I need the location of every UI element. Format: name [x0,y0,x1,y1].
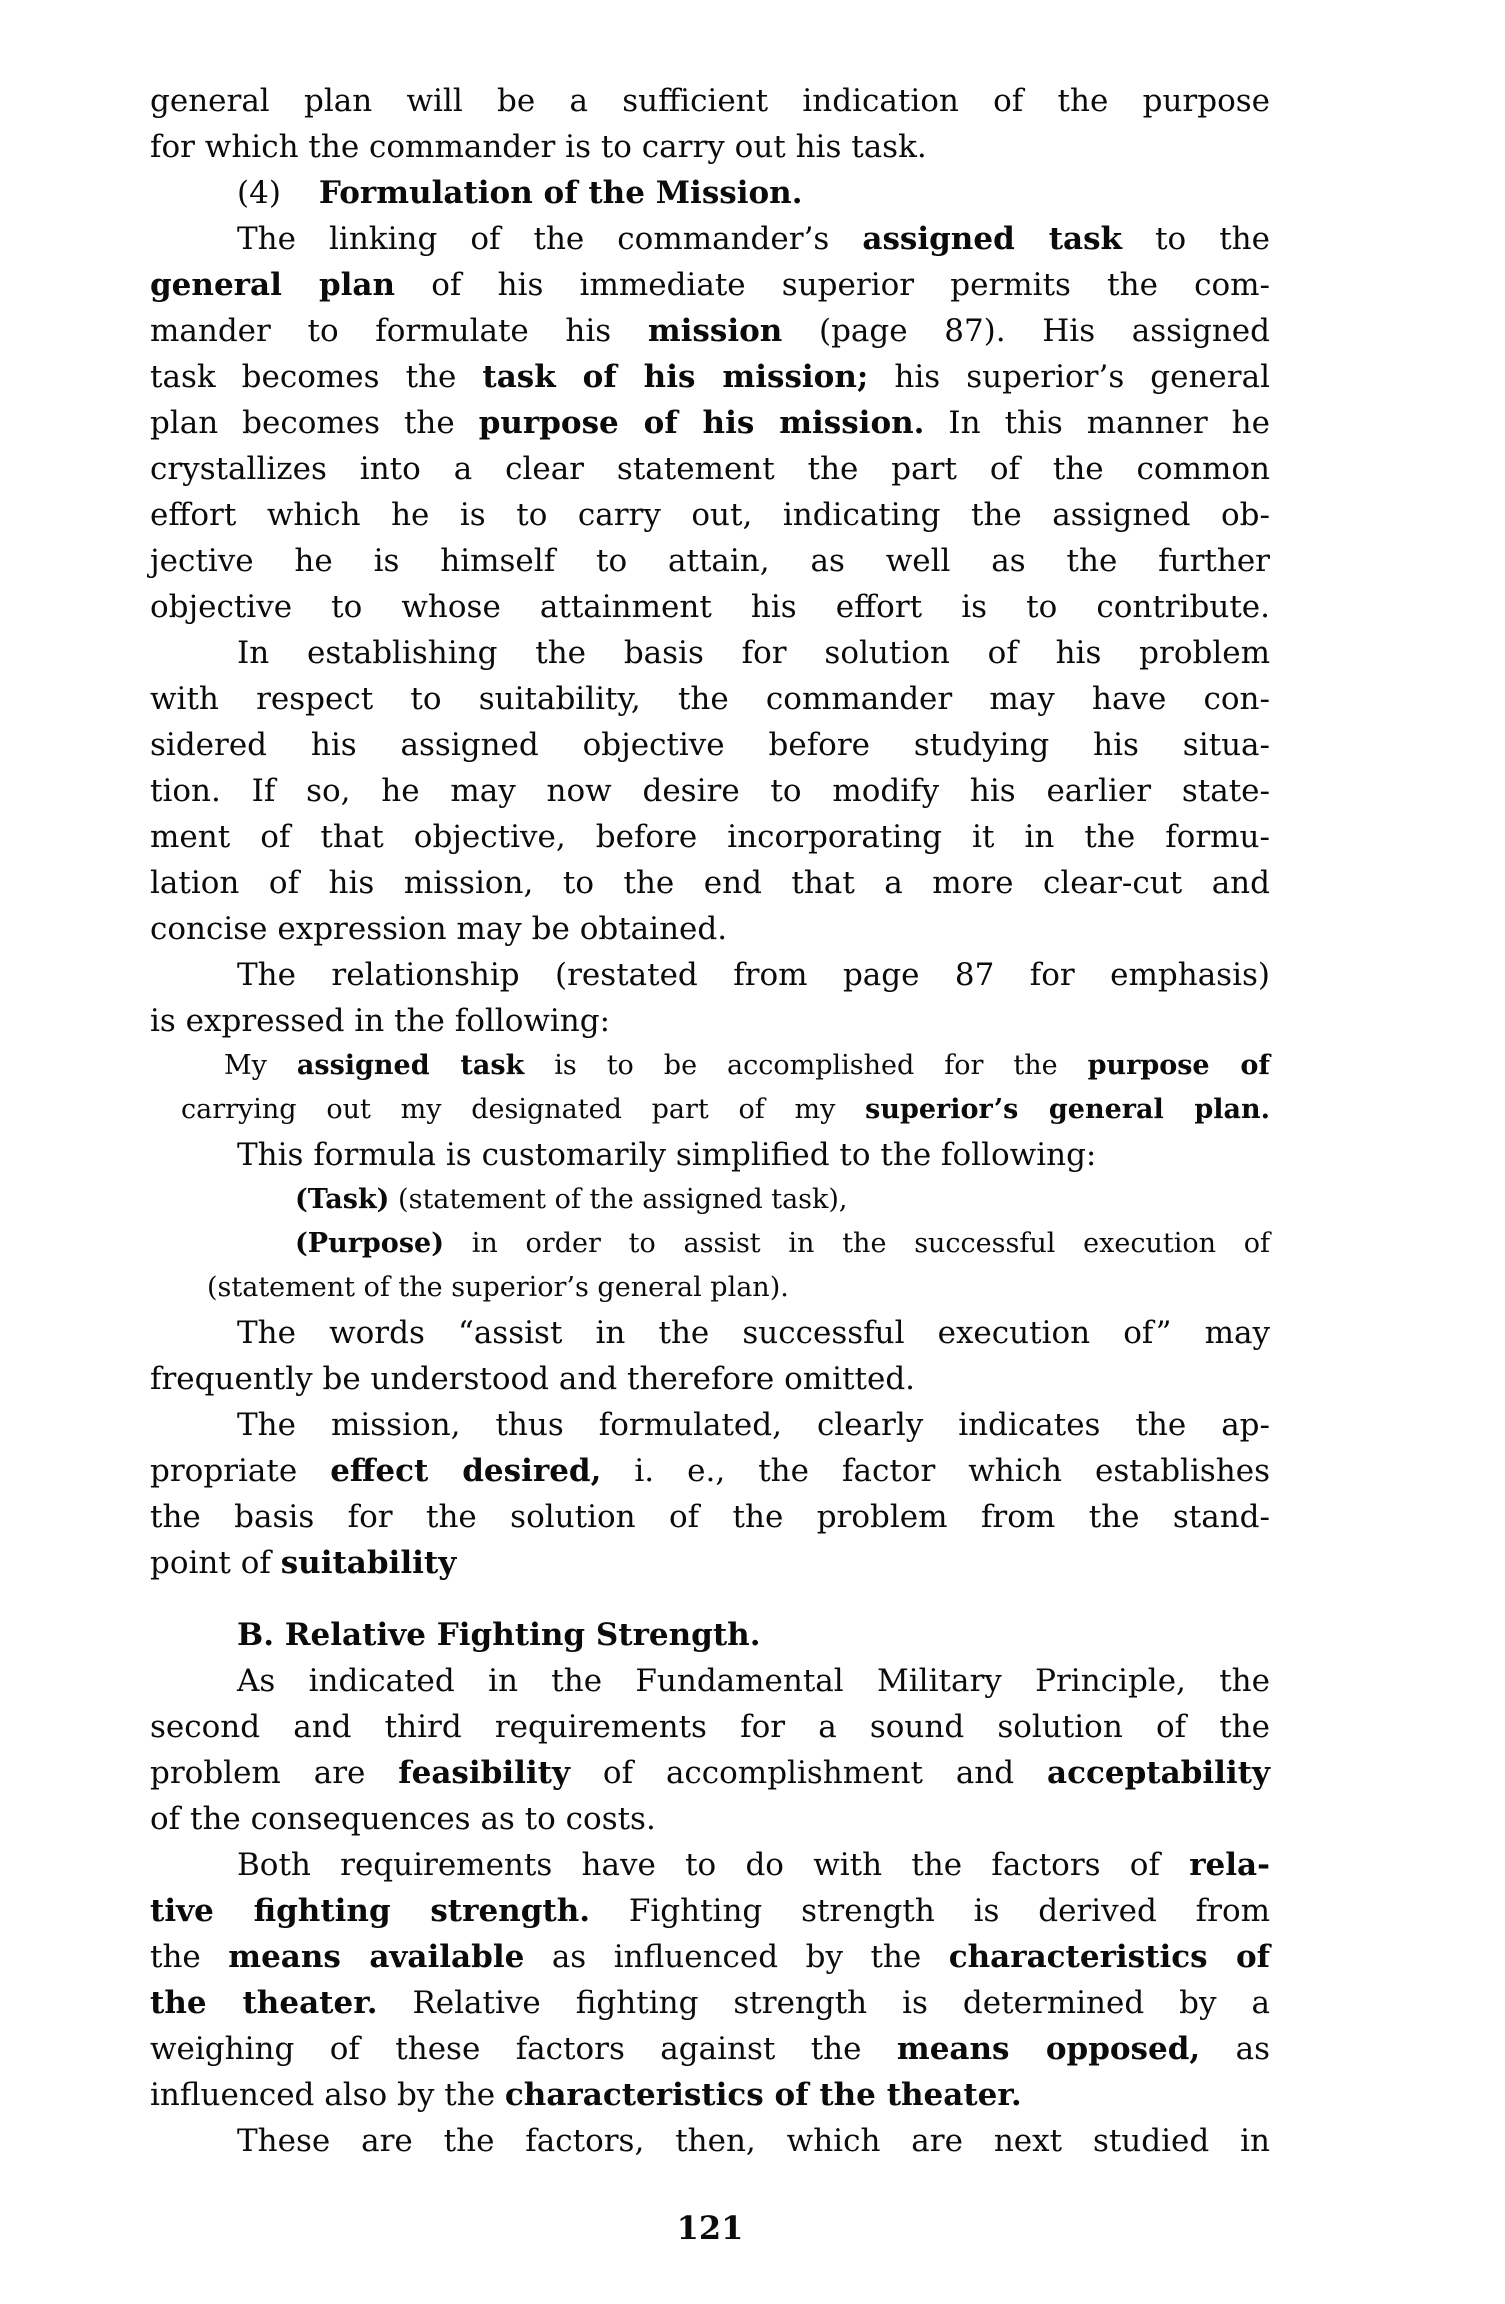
text-line [150,1266,1270,1310]
bold-text: B. Relative Fighting Strength. [237,1617,761,1653]
text-line [150,2072,1270,2118]
text: The mission, thus formulated, clearly indicates the ap- [237,1407,1270,1443]
text: Both requirements have to do with the factors of [237,1847,1190,1883]
bold-text: rela- [1189,1847,1270,1883]
text: The words “assist in the successful execution of” may [237,1315,1270,1351]
text-line [150,1088,1270,1132]
text: is expressed in the following: [150,1003,611,1039]
text-line [150,446,1270,492]
text: carrying out my designated part of my [181,1094,866,1125]
text-line [150,538,1270,584]
text: second and third requirements for a sound solution of the [150,1709,1270,1745]
text: The relationship (restated from page 87 for emphasis) [237,957,1270,993]
text: mander to formulate his [150,313,648,349]
text: sidered his assigned objective before studying his situa- [150,727,1270,763]
text-line [150,814,1270,860]
text-line [150,1222,1270,1266]
bold-text: suitability [280,1545,457,1581]
text: The linking of the commander’s [237,221,863,257]
bold-text: the theater. [150,1985,378,2021]
bold-text: general plan [150,267,396,303]
bold-text: purpose of his mission. [478,405,925,441]
bold-text: purpose of [1087,1050,1270,1081]
text: for which the commander is to carry out his task. [150,129,927,165]
text: is to be accomplished for the [524,1050,1088,1081]
text-line [150,2026,1270,2072]
bold-text: feasibility [398,1755,570,1791]
text-line [150,998,1270,1044]
bold-text: superior’s general plan. [865,1094,1270,1125]
text-line [150,1750,1270,1796]
text-line [150,1448,1270,1494]
text: as influenced by the [524,1939,949,1975]
bold-text: task of his mission; [482,359,869,395]
text-line [150,906,1270,952]
text-line [150,1658,1270,1704]
text-line [150,768,1270,814]
text: of accomplishment and [570,1755,1048,1791]
bold-text: acceptability [1047,1755,1270,1791]
text: as [1200,2031,1270,2067]
text: tion. If so, he may now desire to modify his earlier state- [150,773,1270,809]
text: point of [150,1545,281,1581]
text: the [150,1939,229,1975]
text-line [150,676,1270,722]
text-line [150,216,1270,262]
text: plan becomes the [150,405,479,441]
text: In this manner he [924,405,1270,441]
page-number: 121 [676,2209,744,2247]
text: ment of that objective, before incorporating it in the formu- [150,819,1270,855]
text: Fighting strength is derived from [590,1893,1271,1929]
text-line [150,262,1270,308]
text: (statement of the superior’s general plan). [207,1272,789,1303]
bold-text: (Task) [295,1184,390,1215]
text-line [150,1044,1270,1088]
text: lation of his mission, to the end that a more clear-cut and [150,865,1270,901]
bold-text: mission [647,313,783,349]
text-line [150,308,1270,354]
text: (page 87). His assigned [782,313,1270,349]
text: the basis for the solution of the problem from the stand- [150,1499,1270,1535]
bold-text: assigned task [296,1050,525,1081]
text-line [150,1402,1270,1448]
bold-text: effect desired, [330,1453,602,1489]
text: weighing of these factors against the [150,2031,897,2067]
text-line [150,1132,1270,1178]
bold-text: characteristics of the theater. [504,2077,1022,2113]
bold-text: means available [228,1939,525,1975]
text-column [150,78,1270,2248]
text-line [150,1888,1270,1934]
text: effort which he is to carry out, indicating the assigned ob- [150,497,1270,533]
text-line [150,584,1270,630]
bold-text: assigned task [862,221,1123,257]
bold-text: means opposed, [896,2031,1201,2067]
text-line [150,124,1270,170]
text: (4) [237,175,281,211]
text-line [150,1842,1270,1888]
text: with respect to suitability, the commander may have con- [150,681,1270,717]
text-line [150,1178,1270,1222]
text-line [150,2118,1270,2164]
text: objective to whose attainment his effort is to contribute. [150,589,1270,625]
text: My [224,1050,297,1081]
text: jective he is himself to attain, as well as the further [150,543,1270,579]
text: propriate [150,1453,331,1489]
text: As indicated in the Fundamental Military Principle, the [237,1663,1270,1699]
text: These are the factors, then, which are next studied in [237,2123,1270,2159]
text: task becomes the [150,359,483,395]
text: This formula is customarily simplified to the following: [237,1137,1097,1173]
text-line [150,1934,1270,1980]
text-line [150,722,1270,768]
text-line [150,860,1270,906]
bold-text: Formulation of the Mission. [318,175,803,211]
text-line [150,354,1270,400]
text: to the [1122,221,1270,257]
text: problem are [150,1755,399,1791]
text-line [150,170,1270,216]
bold-text: (Purpose) [295,1228,444,1259]
text: In establishing the basis for solution of his problem [237,635,1270,671]
text: (statement of the assigned task), [389,1184,848,1215]
section-heading [150,1612,1270,1658]
text: of the consequences as to costs. [150,1801,656,1837]
text-line [150,1356,1270,1402]
text-line [150,1310,1270,1356]
text-lines [150,78,1270,2164]
text: in order to assist in the successful execution of [443,1228,1270,1259]
text-line [150,1494,1270,1540]
bold-text: tive fighting strength. [150,1893,591,1929]
text: i. e., the factor which establishes [601,1453,1271,1489]
text: Relative fighting strength is determined by a [377,1985,1270,2021]
text: general plan will be a sufficient indication of the purpose [150,83,1270,119]
text: crystallizes into a clear statement the part of the common [150,451,1270,487]
text-line [150,78,1270,124]
text: concise expression may be obtained. [150,911,728,947]
text-line [150,1796,1270,1842]
bold-text: characteristics of [948,1939,1271,1975]
text-line [150,952,1270,998]
text-line [150,630,1270,676]
text: of his immediate superior permits the com- [395,267,1270,303]
text: frequently be understood and therefore omitted. [150,1361,916,1397]
text-line [150,1540,1270,1586]
text-line [150,1980,1270,2026]
text-line [150,492,1270,538]
text-line [150,1704,1270,1750]
text-line [150,400,1270,446]
text: his superior’s general [868,359,1270,395]
text: influenced also by the [150,2077,505,2113]
